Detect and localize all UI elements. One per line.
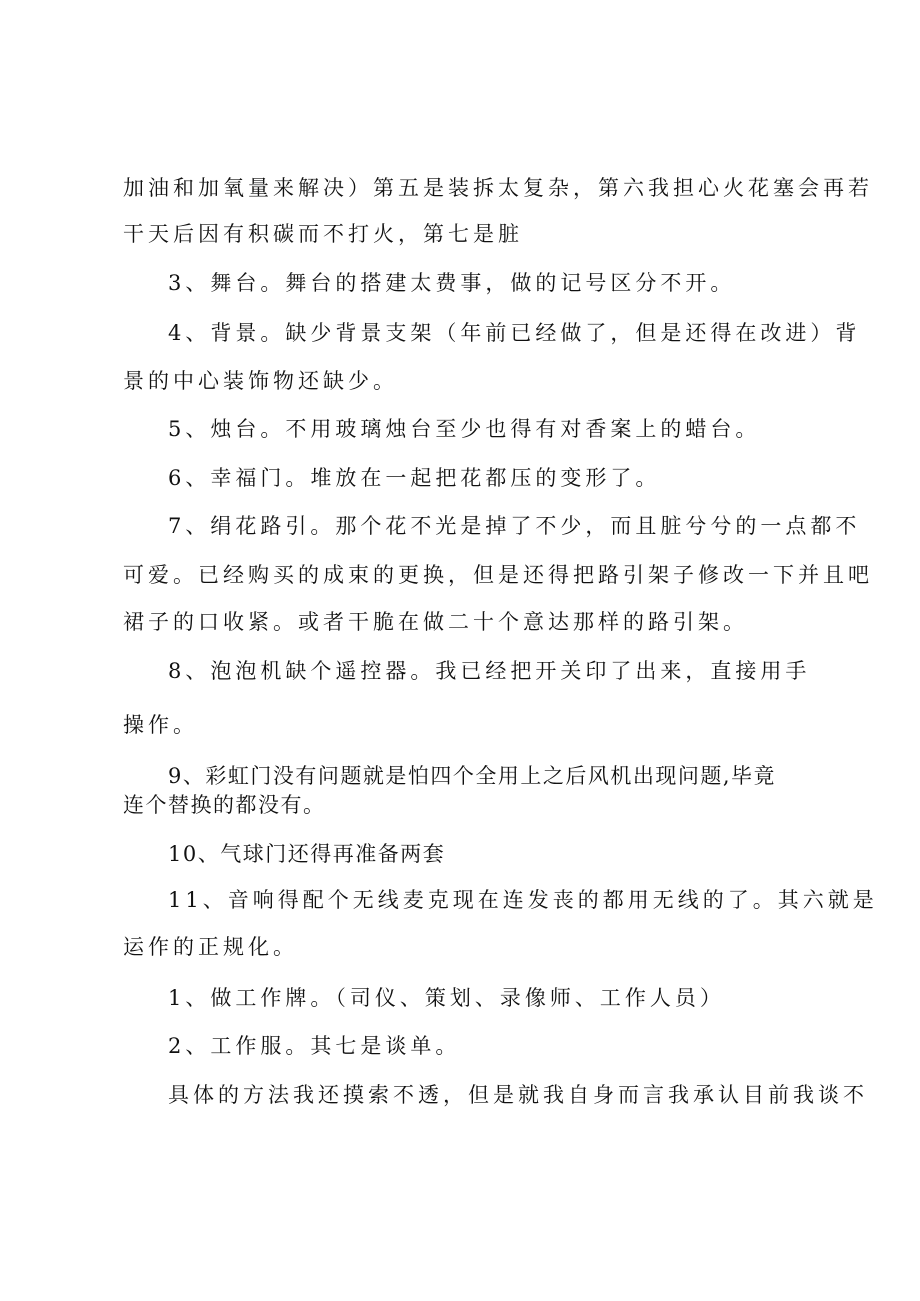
text-line: 2、工作服。其七是谈单。 (168, 1034, 461, 1058)
text-line: 加油和加氧量来解决）第五是装拆太复杂，第六我担心火花塞会再若 (123, 176, 873, 200)
text-line: 4、背景。缺少背景支架（年前已经做了，但是还得在改进）背 (168, 321, 861, 345)
text-line: 裙子的口收紧。或者干脆在做二十个意达那样的路引架。 (123, 610, 748, 634)
text-line: 具体的方法我还摸索不透，但是就我自身而言我承认目前我谈不 (168, 1083, 868, 1107)
text-line: 7、绢花路引。那个花不光是掉了不少，而且脏兮兮的一点都不 (168, 514, 861, 538)
text-line: 可爱。已经购买的成束的更换，但是还得把路引架子修改一下并且吧 (123, 563, 873, 587)
text-line: 6、幸福门。堆放在一起把花都压的变形了。 (168, 466, 661, 490)
text-line: 景的中心装饰物还缺少。 (123, 369, 398, 393)
text-line: 11、音响得配个无线麦克现在连发丧的都用无线的了。其六就是 (168, 888, 878, 912)
text-line: 5、烛台。不用玻璃烛台至少也得有对香案上的蜡台。 (168, 417, 761, 441)
text-line: 操作。 (123, 713, 198, 737)
text-line: 运作的正规化。 (123, 935, 298, 959)
text-line: 3、舞台。舞台的搭建太费事，做的记号区分不开。 (168, 271, 736, 295)
text-line: 干天后因有积碳而不打火，第七是脏 (123, 222, 523, 246)
text-line: 连个替换的都没有。 (123, 793, 326, 817)
text-line: 8、泡泡机缺个遥控器。我已经把开关印了出来，直接用手 (168, 659, 811, 683)
text-line: 9、彩虹门没有问题就是怕四个全用上之后风机出现问题,毕竟 (168, 764, 777, 788)
text-line: 10、气球门还得再准备两套 (168, 842, 446, 866)
text-line: 1、做工作牌。（司仪、策划、录像师、工作人员） (168, 986, 725, 1010)
